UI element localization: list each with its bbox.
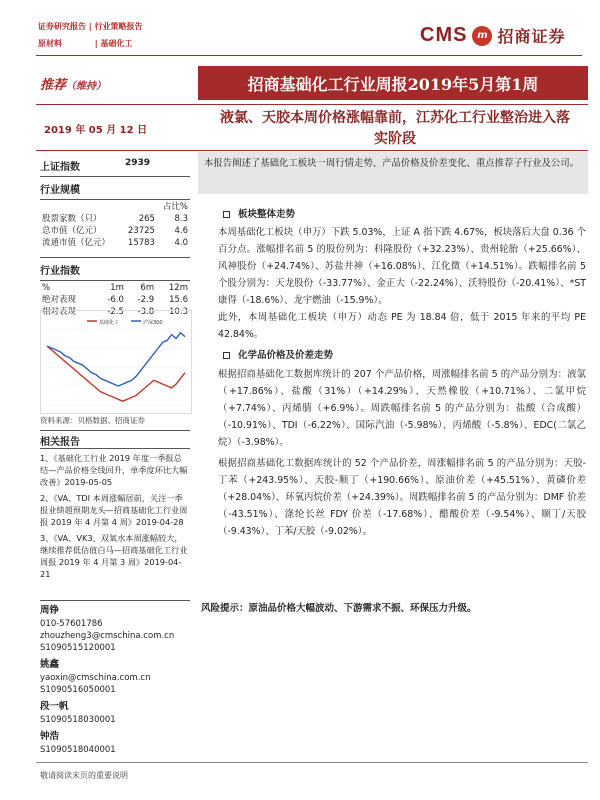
footer-divider xyxy=(36,762,588,763)
contact-id: S1090518040001 xyxy=(40,745,116,755)
contact-phone: 010-57601786 xyxy=(40,619,103,629)
table-row xyxy=(40,294,190,306)
scale-header: 占比% xyxy=(162,202,188,212)
industry-label: 原材料 | 基础化工 xyxy=(38,39,133,48)
table-header-cell: 6m xyxy=(140,283,155,293)
table-cell: 15.6 xyxy=(169,295,188,305)
scale-title: 行业规模 xyxy=(40,185,80,196)
title-banner xyxy=(198,66,588,100)
rating: 推荐（维持） xyxy=(40,78,107,93)
price-paragraph-2: 根据招商基础化工数据库统计的 52 个产品价差，周涨幅排名前 5 的产品分别为：天胶-丁苯（+243.95%）、天胶-顺丁（+190.66%）、原油价差（+45.51%）、黄磷价差（+28.04%）、环氧丙烷价差（+24.39%）。周跌幅排名前 5 的产品分别为：DMF 价差（-43.51%）、涤纶长丝 FDY 价差（-17.68%）、醋酸价差（-9.54%）、顺丁/天胶（-9.43%）、丁苯/天胶（-9.02%）。 xyxy=(218,458,586,537)
report-title: 招商基础化工行业周报2019年5月第1周 xyxy=(247,74,539,94)
table-cell: 股票家数（只） xyxy=(42,214,102,224)
series-line-1 xyxy=(47,333,185,386)
table-cell: -2.9 xyxy=(137,295,155,305)
perf-title: 行业指数 xyxy=(40,266,80,277)
contact-email[interactable]: zhouzheng3@cmschina.com.cn xyxy=(40,631,175,641)
table-cell: 相对表现 xyxy=(42,307,77,317)
index-value: 2939 xyxy=(124,158,150,168)
contact-card xyxy=(40,700,190,726)
contact-card xyxy=(40,604,190,654)
logo-cn-text: 招商证券 xyxy=(497,27,566,46)
table-cell: 总市值（亿元） xyxy=(42,226,102,236)
section-bullet-icon xyxy=(223,352,230,359)
title-divider xyxy=(36,104,588,105)
series-line-0 xyxy=(47,346,185,401)
company-logo xyxy=(420,24,565,47)
table-cell: 15783 xyxy=(127,238,155,248)
contact-id: S1090518030001 xyxy=(40,715,116,725)
table-cell: 绝对表现 xyxy=(42,295,77,305)
section-heading-trend: 板块整体走势 xyxy=(223,206,295,220)
table-header-row xyxy=(40,282,190,294)
table-cell: -6.0 xyxy=(107,295,124,305)
intro-text: 本报告阐述了基础化工板块一周行情走势、产品价格及价差变化、重点推荐子行业及公司。 xyxy=(204,158,580,169)
price-paragraph-1: 根据招商基础化工数据库统计的 207 个产品价格，周涨幅排名前 5 的产品分别为：液氯（+17.86%）、盐酸（31%）（+14.29%）、天然橡胶（+10.71%）、二氯甲烷（+7.74%）、丙烯腈（+6.9%）。周跌幅排名前 5 的产品分别为：盐酸（合成酸）（-10.91%）、TDI（-6.22%）、国际汽油（-5.98%）、丙烯酸（-5.8%）、EDC(二氯乙烷）（-3.98%）。 xyxy=(218,369,586,448)
table-row xyxy=(40,237,190,249)
report-subtitle: 液氯、天胶本周价格涨幅靠前，江苏化工行业整治进入落 实阶段 xyxy=(220,110,570,147)
report-date: 2019 年 05 月 12 日 xyxy=(44,125,148,136)
contact-email[interactable]: yaoxin@cmschina.com.cn xyxy=(40,673,151,683)
table-cell: 4.0 xyxy=(174,238,188,248)
related-report-3[interactable]: 3、《VA、VK3、双氧水本周涨幅较大，继续推荐低估值白马—招商基础化工行业周报 2019 年 4 月第 3 周》2019-04-21 xyxy=(40,533,188,579)
chart-legend xyxy=(87,319,163,326)
legend-label-series-1: 沪深300 xyxy=(143,320,163,326)
table-cell: -3.8 xyxy=(137,307,155,317)
performance-chart-svg xyxy=(41,311,191,413)
related-report-2[interactable]: 2、《VA、TDI 本周涨幅居前，关注一季报业绩超预期龙头—招商基础化工行业周报 2019 年 4 月第 4 周》2019-04-28 xyxy=(40,493,188,527)
risk-warning: 风险提示：原油品价格大幅波动、下游需求不振、环保压力升级。 xyxy=(201,603,477,614)
table-header-cell: % xyxy=(42,283,51,293)
performance-chart xyxy=(40,310,192,414)
table-cell: 4.6 xyxy=(174,226,188,236)
table-cell: 流通市值（亿元） xyxy=(42,238,111,248)
section-heading-price: 化学品价格及价差走势 xyxy=(223,347,333,361)
table-cell: 265 xyxy=(138,214,155,224)
index-label: 上证指数 xyxy=(40,162,80,173)
chart-source: 资料来源：贝格数据、招商证券 xyxy=(40,416,145,425)
subtitle-divider xyxy=(36,150,588,151)
section-bullet-icon xyxy=(223,211,230,218)
contact-id: S1090516050001 xyxy=(40,685,116,695)
logo-cms-text: CMS xyxy=(420,24,468,46)
table-cell: 10.3 xyxy=(169,307,188,317)
contact-card xyxy=(40,658,190,696)
contact-name: 钟浩 xyxy=(40,731,60,742)
table-cell: 8.3 xyxy=(174,214,188,224)
report-type-label: 证券研究报告 | 行业策略报告 xyxy=(38,22,143,31)
table-header-cell: 1m xyxy=(110,283,124,293)
sidebar xyxy=(40,158,190,318)
analyst-contacts xyxy=(40,604,190,756)
table-header-cell: 12m xyxy=(168,283,188,293)
contact-name: 周铮 xyxy=(40,605,60,616)
table-cell: -2.5 xyxy=(107,307,124,317)
related-title: 相关报告 xyxy=(40,437,80,448)
related-reports xyxy=(40,452,188,580)
trend-paragraph-2: 此外，本周基础化工板块（申万）动态 PE 为 18.84 倍，低于 2015 年来的平均 PE 42.84%。 xyxy=(218,312,586,340)
table-cell: 23725 xyxy=(127,226,155,236)
legend-label-series-0: 基础化工 xyxy=(99,320,120,326)
table-row xyxy=(40,225,190,237)
contact-name: 姚鑫 xyxy=(40,659,60,670)
table-row xyxy=(40,213,190,225)
contact-id: S1090515120001 xyxy=(40,643,116,653)
contact-name: 段一帆 xyxy=(40,701,69,712)
header-divider xyxy=(36,55,582,56)
scale-table xyxy=(40,201,190,249)
contact-card xyxy=(40,730,190,756)
related-report-1[interactable]: 1、《基础化工行业 2019 年度一季报总结—产品价格全线回升，单季度环比大幅改善》2019-05-05 xyxy=(40,453,188,487)
index-row xyxy=(40,158,190,173)
logo-mark-icon: m xyxy=(472,26,492,46)
trend-paragraph-1: 本周基础化工板块（申万）下跌 5.03%，上证 A 指下跌 4.67%，板块落后大盘 0.36 个百分点。涨幅排名前 5 的股份列为：科隆股份（+32.23%）、贵州轮胎（+25.66%）、风神股份（+24.74%）、苏盐井神（+16.08%）、江化微（+14.51%）。跌幅排名前 5 个股分别为：天龙股份（-33.77%）、金正大（-22.24%）、沃特股份（-20.41%）、*ST 康得（-18.6%）、龙宇燃油（-15.9%）。 xyxy=(218,227,586,306)
footer-note: 敬请阅读末页的重要说明 xyxy=(40,771,128,780)
